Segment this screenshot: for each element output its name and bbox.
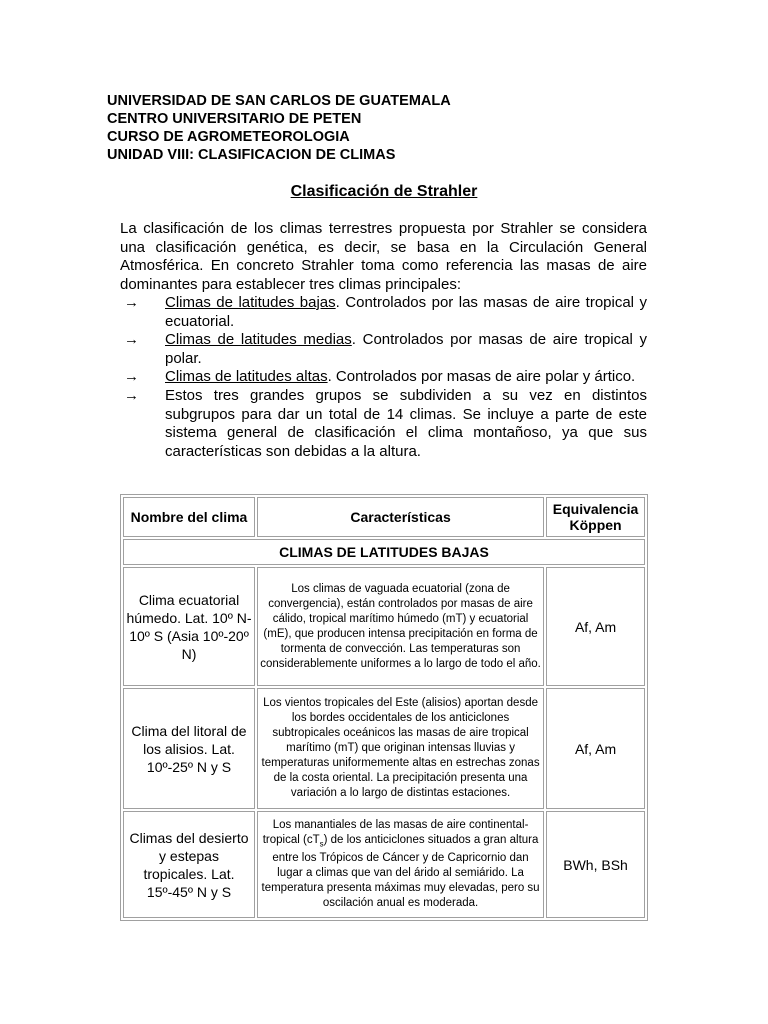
header-line-unit: UNIDAD VIII: CLASIFICACION DE CLIMAS [107,147,396,163]
table-row [123,811,645,918]
bullet-heading: Climas de latitudes altas [165,368,328,386]
header-line-university: UNIVERSIDAD DE SAN CARLOS DE GUATEMALA [107,93,451,109]
list-item [120,387,647,461]
koppen-equivalence: Af, Am [546,567,645,686]
document-header [107,92,451,164]
arrow-icon: → [124,294,139,311]
intro-paragraph [120,220,647,294]
climate-description: Los vientos tropicales del Este (alisios) aportan desde los bordes occidentales de los anticiclones subtropicales oceánicos las masas de aire tropical marítimo (mT) que originan intensas lluvias y temperaturas uniformemente altas en estrechas zonas de la costa oriental. La precipitación presenta una variación a lo largo de distintas estaciones. [257,688,544,809]
arrow-icon: → [124,368,139,386]
arrow-icon: → [124,331,139,349]
bullet-text: . Controlados por masas de aire tropical y polar. [165,331,647,367]
list-item [120,294,647,331]
koppen-equivalence: BWh, BSh [546,811,645,918]
section-row [123,539,645,565]
climate-table [120,494,648,921]
intro-text: La clasificación de los climas terrestres propuesta por Strahler se considera una clasificación genética, es decir, se basa en la Circulación General Atmosférica. En concreto Strahler toma como referencia las masas de aire dominantes para establecer tres climas principales: [120,220,647,293]
header-line-center: CENTRO UNIVERSITARIO DE PETEN [107,111,362,127]
bullet-text: . Controlados por masas de aire polar y ártico. [327,368,636,386]
climate-name: Climas del desierto y estepas tropicales. Lat. 15º-45º N y S [123,811,255,918]
table-header-row [123,497,645,537]
climate-description: Los manantiales de las masas de aire continental-tropical $(cT_s)$ de los anticiclones situados a gran altura entre los Trópicos de Cáncer y de Capricornio dan lugar a climas que van del árido al semiárido. La temperatura presenta máximas muy elevadas, pero su oscilación anual es moderada. [257,811,544,918]
arrow-icon: → [124,386,139,404]
header-line-course: CURSO DE AGROMETEOROLOGIA [107,129,350,145]
list-item [120,331,647,368]
table-row [123,688,645,809]
column-header-name: Nombre del clima [123,497,255,537]
page-title: Clasificación de Strahler [290,183,478,200]
column-header-characteristics: Características [257,497,544,537]
climate-name: Clima ecuatorial húmedo. Lat. 10º N-10º S (Asia 10º-20º N) [123,567,255,686]
bullet-list [120,294,647,461]
bullet-text: Estos tres grandes grupos se subdividen a su vez en distintos subgrupos para dar un total de 14 climas. Se incluye a parte de este sistema general de clasificación el clima montañoso, ya que sus características son debidas a la altura. [165,386,647,460]
bullet-heading: Climas de latitudes bajas [165,294,336,311]
koppen-equivalence: Af, Am [546,688,645,809]
bullet-heading: Climas de latitudes medias [165,331,352,349]
list-item [120,368,647,387]
section-title: CLIMAS DE LATITUDES BAJAS [123,539,645,565]
column-header-koppen: Equivalencia Köppen [546,497,645,537]
climate-name: Clima del litoral de los alisios. Lat. 10º-25º N y S [123,688,255,809]
table-row [123,567,645,686]
climate-description: Los climas de vaguada ecuatorial (zona de convergencia), están controlados por masas de aire cálido, tropical marítimo húmedo (mT) y ecuatorial (mE), que producen intensa precipitación en forma de tormenta de convección. Las temperaturas son considerablemente uniformes a lo largo de todo el año. [257,567,544,686]
bullet-text: . Controlados por las masas de aire tropical y ecuatorial. [165,294,647,330]
